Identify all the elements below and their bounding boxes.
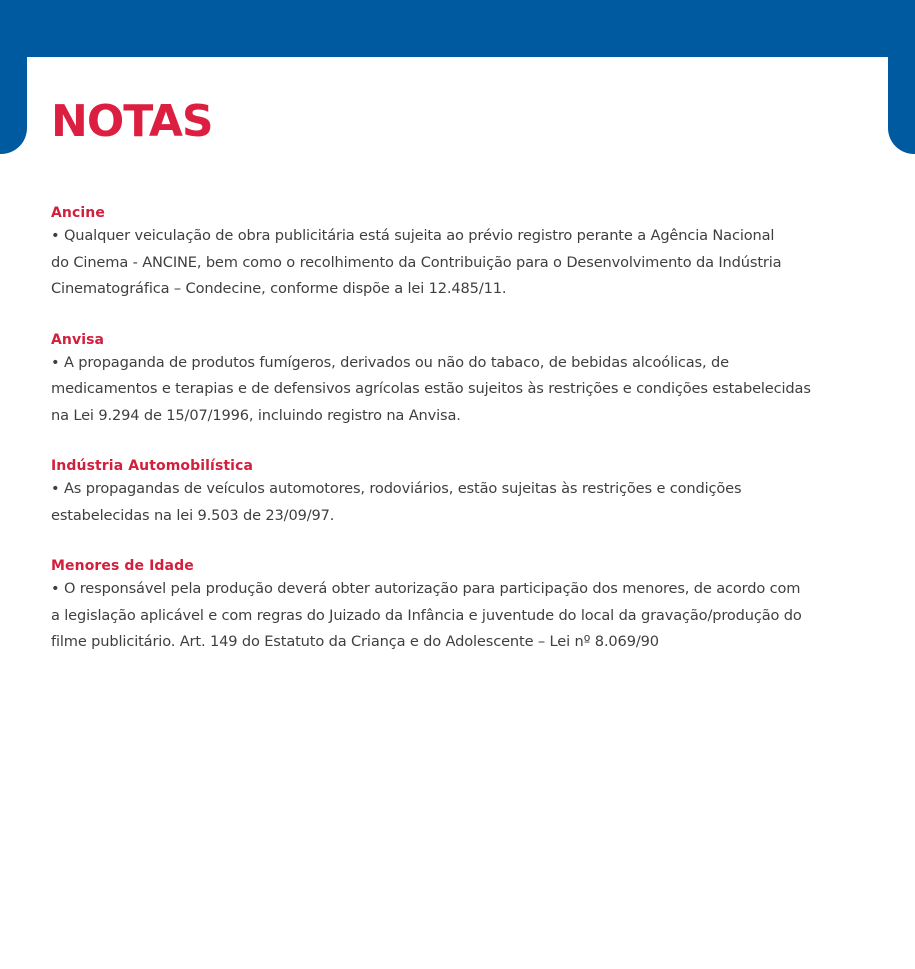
- note-section-ancine: [51, 203, 881, 303]
- note-heading: Menores de Idade: [51, 558, 194, 574]
- header-left-tab: [0, 56, 27, 154]
- page-title: NOTAS: [51, 96, 213, 147]
- note-heading: Ancine: [51, 205, 105, 221]
- note-heading: Indústria Automobilística: [51, 458, 254, 474]
- note-body: • Qualquer veiculação de obra publicitária está sujeita ao prévio registro perante a Agência Nacional do Cinema - ANCINE, bem como o recolhimento da Contribuição para o Desenvolvimento da Indústria Cinematográfica – Condecine, conforme dispõe a lei 12.485/11.: [51, 227, 782, 297]
- header-right-tab: [888, 56, 915, 154]
- note-body: • As propagandas de veículos automotores, rodoviários, estão sujeitas às restrições e condições estabelecidas na lei 9.503 de 23/09/97.: [51, 480, 742, 524]
- note-heading: Anvisa: [51, 331, 105, 348]
- note-section-industria-automobilistica: [51, 456, 881, 529]
- notes-list: [51, 203, 881, 683]
- note-body: • A propaganda de produtos fumígeros, derivados ou não do tabaco, de bebidas alcoólicas, de medicamentos e terapias e de defensivos agrícolas estão sujeitos às restrições e condições estabelecidas na Lei 9.294 de 15/07/1996, incluindo registro na Anvisa.: [51, 353, 811, 424]
- note-section-menores-de-idade: [51, 556, 881, 656]
- note-section-anvisa: [51, 330, 881, 430]
- note-body: • O responsável pela produção deverá obter autorização para participação dos menores, de acordo com a legislação aplicável e com regras do Juizado da Infância e juventude do local da gravação/produção do filme publicitário. Art. 149 do Estatuto da Criança e do Adolescente – Lei nº 8.069/90: [51, 580, 802, 650]
- header-band: [0, 0, 915, 57]
